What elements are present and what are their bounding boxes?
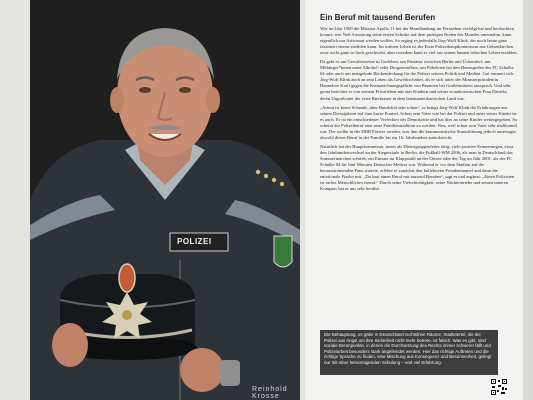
article-body [320,26,518,195]
photo-credit: Reinhold Krosse [252,386,288,400]
qr-code-icon [490,378,508,396]
portrait-illustration [30,0,300,400]
article-headline: Ein Beruf mit tausend Berufen [320,13,436,22]
police-badge-label: POLIZEI [177,237,212,246]
portrait-photo [30,0,300,400]
panel-edge [523,0,533,400]
article-paragraph: „Armut ist keine Schande, aber Hundsfott sein schon“, so bringt Jörg-Wolf Klink die Erfahrungen aus seinen Dienstjahren auf eine kurze Formel. Schon sein Vater war bei der Polizei und einer seiner Kinder ist es auch. Er ist ein entschiedener Verfechter der Demokratie und hat dies an seine Kinder weitergegeben. So scheint der Polizeiberuf eine neue Familientradition zu werden. Neu, weil schon sein Vater sehr traditionell war. Der wollte in der DDR Förster werden, was ihm die kommunistische Staatsführung jedoch untersagte, obwohl dieser Beruf in der Familie bis ins 16. Jahrhundert zurückreicht. [320,104,518,140]
article-paragraph: Da geht es um Gewaltexzesse in Gorleben, um Einsätze zwischen Berlin und Ückendorf, um Mitbürger*innen unter Alkohol- oder Drogeneinfluss, um Pöbeleien bei den Heimspielen des FC Schalke 04 oder auch um mangelnde Rückendeckung für die Polizei seitens Politik und Medien. Gut erinnert sich Jörg-Wolf Klink auch an sein Leben als Gewerkschafter, als er sich unter der Ministerpräsidentin Hannelore Kraft gegen die Kennzeichnungspflicht von Beamten bei Großeinsätzen aussprach. Und sehr gerne berichtet er von seinem Privatleben mit vier Kindern und seiner ecuadorianischen Frau Daniela, deren Urgroßvater der erste Bierbrauer in dem lateinamerikanischen Land war. [320,59,514,101]
article-paragraph: Natürlich hat der Hauptkommissar, neuer als Dienstgruppenleiter tätig, viele positive Erinnerungen, etwa den Jahrhundertwechsel an der Siegessäule in Berlin, die Fußball-WM 2006, als man in Deutschland das Sommermärchen schrieb, ein Einsatz im Klappstuhl an der Ostsee oder der Tag im Jahr 2001, als der FC Schalke 04 für fünf Minuten Deutscher Meister war. Während er vor dem Stadion auf die herausströmenden Fans wartete, erlebte er zunächst den kollektiven Freudentaumel und dann die emotionale Fiasko mit. „Du hast einen Beruf mit tausend Berufen“, sagt er und ergänzt: „Einen Polizisten ist nichts Menschliches fremd.“ Durch seine Vielschichtigkeit, seine Nächtentriebe und seinen inneren Kompass hat er uns sehr berührt. [320,143,515,192]
article-panel [305,0,523,400]
pull-quote-text: Die Behauptung, es gäbe in Deutschland rechtsfreie Räume, Stadtviertel, die die Polizei aus Angst um ihre Sicherheit nicht mehr betrete, ist falsch. Was es gibt, sind soziale Brennpunkte, in denen die Durchsetzung des Rechts immer schwerer fällt und Polizeiarbeit besonders stark angefeindet werden. Hier das richtige Auftreten und die richtige Sprache zu finden, eine Mischung aus Konsequenz und Besonnenheit, gelingt nur mit einer hervorragenden Schulung – und viel Erfahrung. [324,332,492,365]
article-paragraph: Wer im Jahr 1969 die Mission Apollo 11 bei der Mondlandung im Fernsehen verfolgt hat und beobachten konnte, wie Neil Armstrong seine ersten Schritte auf dem pudrigen Boden des Mondes unternahm, kann eigentlich nur Astronaut werden wollen. So erging es jedenfalls Jörg-Wolf Klink, der noch heute ganz fasziniert davon erzählen kann. Im wahren Leben ist der Erste Polizeihauptkommissar aus Gelsenkirchen zwar nicht ganz so hoch geschwebt, aber trotzdem kann er viel aus seinen bunten irdischen Leben erzählen. [320,26,518,56]
pull-quote-box [320,330,498,375]
